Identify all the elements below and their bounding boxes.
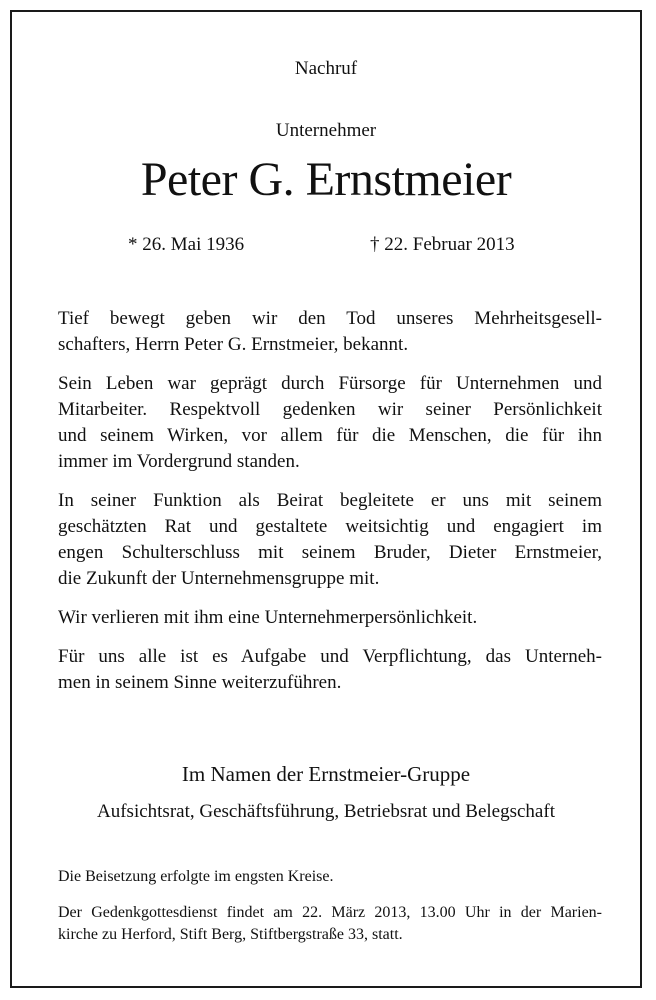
text-line: men in seinem Sinne weiterzuführen. bbox=[58, 672, 342, 693]
life-dates bbox=[12, 234, 640, 260]
text-line: schafters, Herrn Peter G. Ernstmeier, bekannt. bbox=[58, 334, 409, 355]
text-line: Wir verlieren mit ihm eine Unternehmerpersönlichkeit. bbox=[58, 607, 478, 628]
text-line: Für uns alle ist es Aufgabe und Verpflichtung, das Unterneh- bbox=[58, 646, 602, 667]
deceased-name: Peter G. Ernstmeier bbox=[140, 153, 512, 206]
deceased-role: Unternehmer bbox=[275, 120, 377, 141]
text-line: In seiner Funktion als Beirat begleitete er uns mit seinem bbox=[58, 490, 602, 511]
signature-bodies: Aufsichtsrat, Geschäftsführung, Betriebsrat und Belegschaft bbox=[97, 801, 555, 822]
text-line: Sein Leben war geprägt durch Fürsorge für Unternehmen und bbox=[58, 373, 602, 394]
birth-date: * 26. Mai 1936 bbox=[128, 234, 245, 255]
paragraph bbox=[58, 605, 602, 631]
text-line: Mitarbeiter. Respektvoll gedenken wir seiner Persönlichkeit bbox=[58, 399, 602, 420]
text-line: Tief bewegt geben wir den Tod unseres Mehrheitsgesell- bbox=[58, 308, 602, 329]
death-date: † 22. Februar 2013 bbox=[370, 234, 515, 255]
text-line: immer im Vordergrund standen. bbox=[58, 451, 300, 472]
obituary-text bbox=[58, 306, 602, 709]
text-line: und seinem Wirken, vor allem für die Menschen, die für ihn bbox=[58, 425, 602, 446]
text-line: engen Schulterschluss mit seinem Bruder, Dieter Ernstmeier, bbox=[58, 542, 602, 563]
paragraph bbox=[58, 644, 602, 696]
memorial-service-note bbox=[58, 902, 602, 946]
paragraph bbox=[58, 306, 602, 358]
burial-note bbox=[58, 866, 602, 888]
obituary-notice bbox=[10, 10, 642, 988]
text-line: geschätzten Rat und gestaltete weitsichtig und engagiert im bbox=[58, 516, 602, 537]
text-line: die Zukunft der Unternehmensgruppe mit. bbox=[58, 568, 380, 589]
text-line: kirche zu Herford, Stift Berg, Stiftbergstraße 33, statt. bbox=[58, 926, 403, 943]
paragraph bbox=[58, 488, 602, 592]
text-line: Der Gedenkgottesdienst findet am 22. März 2013, 13.00 Uhr in der Marien- bbox=[58, 904, 602, 921]
notice-header: Nachruf bbox=[294, 58, 358, 79]
text-line: Die Beisetzung erfolgte im engsten Kreise. bbox=[58, 868, 334, 885]
signature-group: Im Namen der Ernstmeier-Gruppe bbox=[181, 762, 471, 786]
paragraph bbox=[58, 371, 602, 475]
